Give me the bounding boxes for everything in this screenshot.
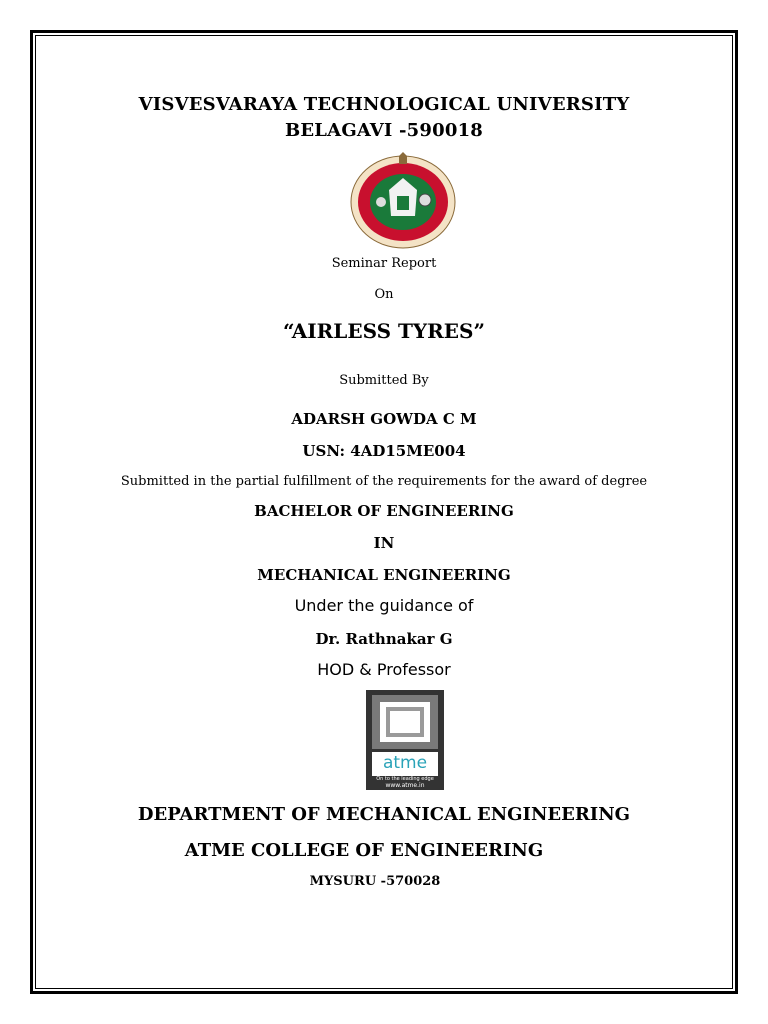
atme-logo-icon: [366, 690, 444, 790]
report-on: On: [374, 287, 394, 302]
student-usn: USN: 4AD15ME004: [302, 442, 466, 460]
report-type: Seminar Report: [331, 256, 437, 271]
college-city: MYSURU -570028: [309, 874, 441, 889]
degree-name: BACHELOR OF ENGINEERING: [254, 502, 514, 520]
vtu-emblem-icon: [349, 150, 457, 250]
submitted-by-label: Submitted By: [339, 373, 429, 388]
college-name: ATME COLLEGE OF ENGINEERING: [184, 840, 544, 861]
degree-in: IN: [373, 534, 395, 552]
university-name: VISVESVARAYA TECHNOLOGICAL UNIVERSITY: [138, 94, 630, 115]
department-name: DEPARTMENT OF MECHANICAL ENGINEERING: [137, 804, 631, 825]
atme-logo: [366, 690, 444, 790]
atme-logo-url: www.atme.in: [385, 782, 425, 789]
guide-name: Dr. Rathnakar G: [315, 630, 453, 648]
report-title: “AIRLESS TYRES”: [283, 319, 485, 343]
fulfillment-text: Submitted in the partial fulfillment of the requirements for the award of degree: [120, 474, 648, 489]
university-location: BELAGAVI -590018: [284, 120, 484, 141]
atme-logo-name: atme: [382, 753, 428, 773]
student-name: ADARSH GOWDA C M: [291, 410, 477, 428]
guide-title: HOD & Professor: [317, 660, 451, 679]
guidance-label: Under the guidance of: [294, 596, 474, 615]
atme-logo-tagline: On to the leading edge: [376, 776, 434, 782]
branch-name: MECHANICAL ENGINEERING: [257, 566, 511, 584]
